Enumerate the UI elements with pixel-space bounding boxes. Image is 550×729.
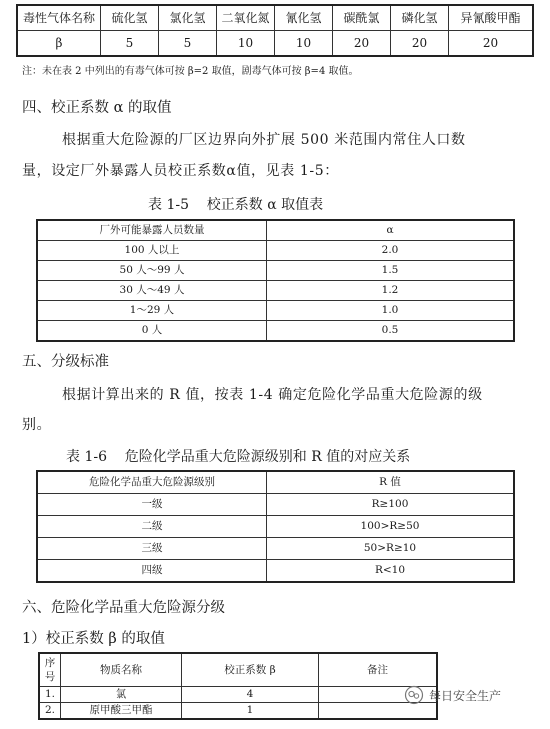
table-header-cell: 磷化氢 — [391, 5, 449, 31]
table-cell: 1～29 人 — [37, 301, 267, 321]
section-heading-6: 六、危险化学品重大危险源分级 — [22, 600, 225, 616]
table-cell: 20 — [391, 31, 449, 57]
table-cell: 二级 — [37, 516, 267, 538]
alpha-correction-table — [36, 219, 515, 342]
wechat-watermark — [404, 685, 501, 705]
table-cell: 一级 — [37, 494, 267, 516]
table-header-cell: 异氰酸甲酯 — [449, 5, 534, 31]
table-cell: 2.0 — [267, 241, 515, 261]
hazard-level-r-table — [36, 470, 515, 583]
table-cell: 100>R≥50 — [267, 516, 515, 538]
table-cell: 原甲酸三甲酯 — [61, 703, 182, 720]
toxic-gas-beta-table — [16, 4, 534, 57]
table-header-cell: 备注 — [319, 653, 438, 687]
table-cell: 1.2 — [267, 281, 515, 301]
table-cell: 30 人～49 人 — [37, 281, 267, 301]
section-5-paragraph-line-2: 别。 — [22, 417, 52, 433]
section-heading-5: 五、分级标准 — [22, 354, 109, 370]
table-cell: 20 — [333, 31, 391, 57]
table-cell: 10 — [217, 31, 275, 57]
table-cell: 1.0 — [267, 301, 515, 321]
table-header-cell: 毒性气体名称 — [17, 5, 101, 31]
wechat-icon — [404, 685, 424, 705]
table-header-cell: 硫化氢 — [101, 5, 159, 31]
table-header-cell: 厂外可能暴露人员数量 — [37, 220, 267, 241]
table-header-cell: α — [267, 220, 515, 241]
table-note: 注：未在表 2 中列出的有毒气体可按 β=2 取值，剧毒气体可按 β=4 取值。 — [22, 66, 359, 77]
table-cell: R≥100 — [267, 494, 515, 516]
table-cell: β — [17, 31, 101, 57]
section-4-paragraph-line-2: 量，设定厂外暴露人员校正系数α值，见表 1-5： — [22, 163, 339, 179]
table-cell: 1 — [182, 703, 319, 720]
table-cell: 氯 — [61, 687, 182, 703]
table-1-6-caption: 表 1-6 危险化学品重大危险源级别和 R 值的对应关系 — [66, 449, 411, 465]
substance-beta-table — [38, 652, 438, 720]
table-cell: 1.5 — [267, 261, 515, 281]
table-header-cell: 危险化学品重大危险源级别 — [37, 471, 267, 494]
table-header-cell: 氯化氢 — [159, 5, 217, 31]
table-cell: 4 — [182, 687, 319, 703]
section-5-paragraph-line-1: 根据计算出来的 R 值，按表 1-4 确定危险化学品重大危险源的级 — [62, 387, 483, 403]
table-cell: 三级 — [37, 538, 267, 560]
watermark-text: 每日安全生产 — [429, 688, 502, 703]
table-header-cell: 氰化氢 — [275, 5, 333, 31]
table-header-cell: 物质名称 — [61, 653, 182, 687]
table-header-cell: 碳酰氯 — [333, 5, 391, 31]
table-cell: 10 — [275, 31, 333, 57]
table-cell: 100 人以上 — [37, 241, 267, 261]
table-cell: 0.5 — [267, 321, 515, 342]
section-4-paragraph-line-1: 根据重大危险源的厂区边界向外扩展 500 米范围内常住人口数 — [62, 132, 466, 148]
table-header-cell: R 值 — [267, 471, 515, 494]
table-header-cell — [39, 653, 61, 687]
table-cell: 50 人～99 人 — [37, 261, 267, 281]
table-cell: 2. — [39, 703, 61, 720]
table-cell: 0 人 — [37, 321, 267, 342]
table-cell: 50>R≥10 — [267, 538, 515, 560]
table-cell: 5 — [101, 31, 159, 57]
table-cell: 5 — [159, 31, 217, 57]
table-cell: 1. — [39, 687, 61, 703]
table-cell: R<10 — [267, 560, 515, 583]
table-cell: 20 — [449, 31, 534, 57]
subsection-heading-beta: 1）校正系数 β 的取值 — [22, 631, 165, 647]
table-cell: 四级 — [37, 560, 267, 583]
table-header-cell: 校正系数 β — [182, 653, 319, 687]
table-1-5-caption: 表 1-5 校正系数 α 取值表 — [148, 197, 324, 213]
seq-header: 序号 — [44, 657, 56, 683]
table-header-cell: 二氧化氮 — [217, 5, 275, 31]
section-heading-4: 四、校正系数 α 的取值 — [22, 100, 172, 116]
